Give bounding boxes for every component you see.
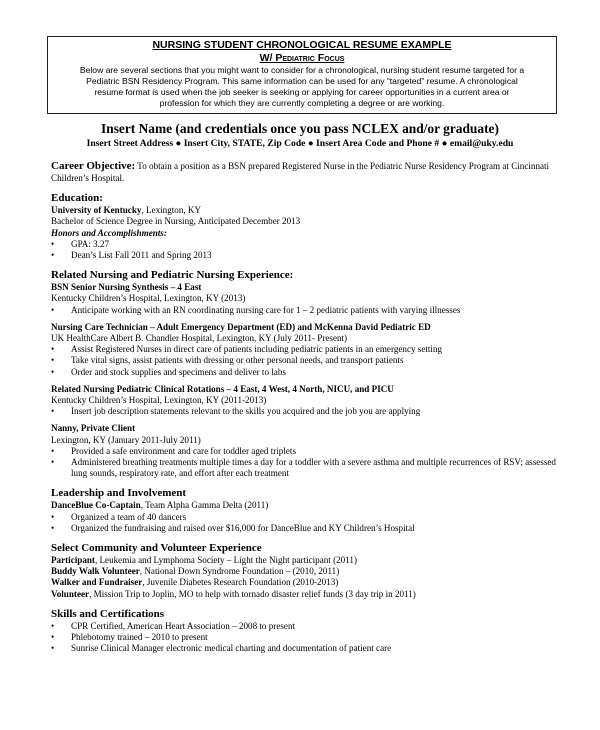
objective-section xyxy=(51,160,561,184)
volunteer-detail: , Leukemia and Lymphoma Society – Light the Night participant (2011) xyxy=(94,555,358,566)
volunteer-entry xyxy=(51,577,561,588)
job-bullets xyxy=(51,406,561,417)
leadership-bullets xyxy=(51,512,561,534)
list-item: • Administered breathing treatments multiple times a day for a toddler with a severe asthma and multiple recurrences of RSV; assessed lung sounds, respiratory rate, and effort after each treatment xyxy=(51,457,561,479)
job-bullets xyxy=(51,446,561,480)
education-degree: Bachelor of Science Degree in Nursing, Anticipated December 2013 xyxy=(51,216,301,227)
resume-body xyxy=(51,160,561,655)
experience-heading: Related Nursing and Pediatric Nursing Experience: xyxy=(51,269,294,282)
school-name: University of Kentucky xyxy=(51,205,142,216)
list-item: • Anticipate working with an RN coordinating nursing care for 1 – 2 pediatric patients with varying illnesses xyxy=(51,305,561,316)
education-school xyxy=(51,205,561,216)
volunteer-role: Volunteer xyxy=(51,588,90,599)
intro-title: NURSING STUDENT CHRONOLOGICAL RESUME EXAMPLE xyxy=(152,39,452,51)
list-item: • Assist Registered Nurses in direct care of patients including pediatric patients in an emergency setting xyxy=(51,344,561,355)
volunteer-detail: , National Down Syndrome Foundation – (2010, 2011) xyxy=(139,566,340,577)
honors-heading: Honors and Accomplishments: xyxy=(51,227,167,238)
skills-bullets xyxy=(51,621,561,655)
job-title: Nursing Care Technician – Adult Emergency Department (ED) and McKenna David Pediatric ED xyxy=(51,321,431,332)
list-item: • Insert job description statements relevant to the skills you acquired and the job you are applying xyxy=(51,406,561,417)
leadership-role-org: , Team Alpha Gamma Delta (2011) xyxy=(140,500,269,511)
job-place: Kentucky Children’s Hospital, Lexington, KY (2013) xyxy=(51,293,246,304)
leadership-role-title: DanceBlue Co-Captain xyxy=(51,500,141,511)
job-bullets xyxy=(51,344,561,378)
intro-subtitle: W/ Pediatric Focus xyxy=(259,52,345,64)
volunteer-entry xyxy=(51,589,561,600)
applicant-name: Insert Name (and credentials once you pass NCLEX and/or graduate) xyxy=(101,121,499,136)
intro-box xyxy=(47,36,557,114)
volunteer-role: Participant xyxy=(51,555,95,566)
job-title: Nanny, Private Client xyxy=(51,423,136,434)
leadership-heading: Leadership and Involvement xyxy=(51,487,187,500)
volunteer-heading: Select Community and Volunteer Experience xyxy=(51,542,262,555)
list-item: • Organized the fundraising and raised over $16,000 for DanceBlue and KY Children’s Hospital xyxy=(51,523,561,534)
job-title: Related Nursing Pediatric Clinical Rotations – 4 East, 4 West, 4 North, NICU, and PICU xyxy=(51,383,394,394)
objective-heading: Career Objective: xyxy=(51,160,136,172)
leadership-role xyxy=(51,500,561,511)
list-item: • Sunrise Clinical Manager electronic medical charting and documentation of patient care xyxy=(51,643,561,654)
list-item: • Take vital signs, assist patients with dressing or other personal needs, and transport patients xyxy=(51,355,561,366)
job-place: UK HealthCare Albert B. Chandler Hospital, Lexington, KY (July 2011- Present) xyxy=(51,333,348,344)
job-place: Lexington, KY (January 2011-July 2011) xyxy=(51,434,201,445)
list-item: • Dean’s List Fall 2011 and Spring 2013 xyxy=(51,250,561,261)
skills-heading: Skills and Certifications xyxy=(51,607,165,620)
list-item: • GPA: 3.27 xyxy=(51,239,561,250)
volunteer-entry xyxy=(51,555,561,566)
list-item: • Provided a safe environment and care for toddler aged triplets xyxy=(51,446,561,457)
education-heading: Education: xyxy=(51,192,103,205)
job-title: BSN Senior Nursing Synthesis – 4 East xyxy=(51,282,202,293)
contact-line: Insert Street Address ● Insert City, STATE, Zip Code ● Insert Area Code and Phone # ● email@uky.edu xyxy=(86,138,514,149)
volunteer-role: Walker and Fundraiser xyxy=(51,577,143,588)
list-item: • Phlebotomy trained – 2010 to present xyxy=(51,632,561,643)
volunteer-role: Buddy Walk Volunteer xyxy=(51,566,140,577)
intro-text: Below are several sections that you might want to consider for a chronological, nursing student resume targeted for a Pediatric BSN Residency Program. This same information can be used for any “targeted” resume. A chronological resume format is used when the job seeker is seeking or applying for career opportunities in a current area or profession for which they are currently completing a degree or are working. xyxy=(79,65,525,108)
volunteer-detail: , Juvenile Diabetes Research Foundation (2010-2013) xyxy=(142,577,339,588)
volunteer-detail: , Mission Trip to Joplin, MO to help with tornado disaster relief funds (3 day trip in 2011) xyxy=(89,588,416,599)
list-item: • CPR Certified, American Heart Association – 2008 to present xyxy=(51,621,561,632)
job-bullets xyxy=(51,305,561,316)
school-location: , Lexington, KY xyxy=(141,205,202,216)
volunteer-entry xyxy=(51,566,561,577)
list-item: • Organized a team of 40 dancers xyxy=(51,512,561,523)
job-place: Kentucky Children’s Hospital, Lexington, KY (2011-2013) xyxy=(51,395,267,406)
objective-text: To obtain a position as a BSN prepared Registered Nurse in the Pediatric Nurse Residency Program at Cincinnati Children’s Hospital. xyxy=(51,161,550,183)
honors-list xyxy=(51,239,561,261)
list-item: • Order and stock supplies and specimens and deliver to labs xyxy=(51,367,561,378)
